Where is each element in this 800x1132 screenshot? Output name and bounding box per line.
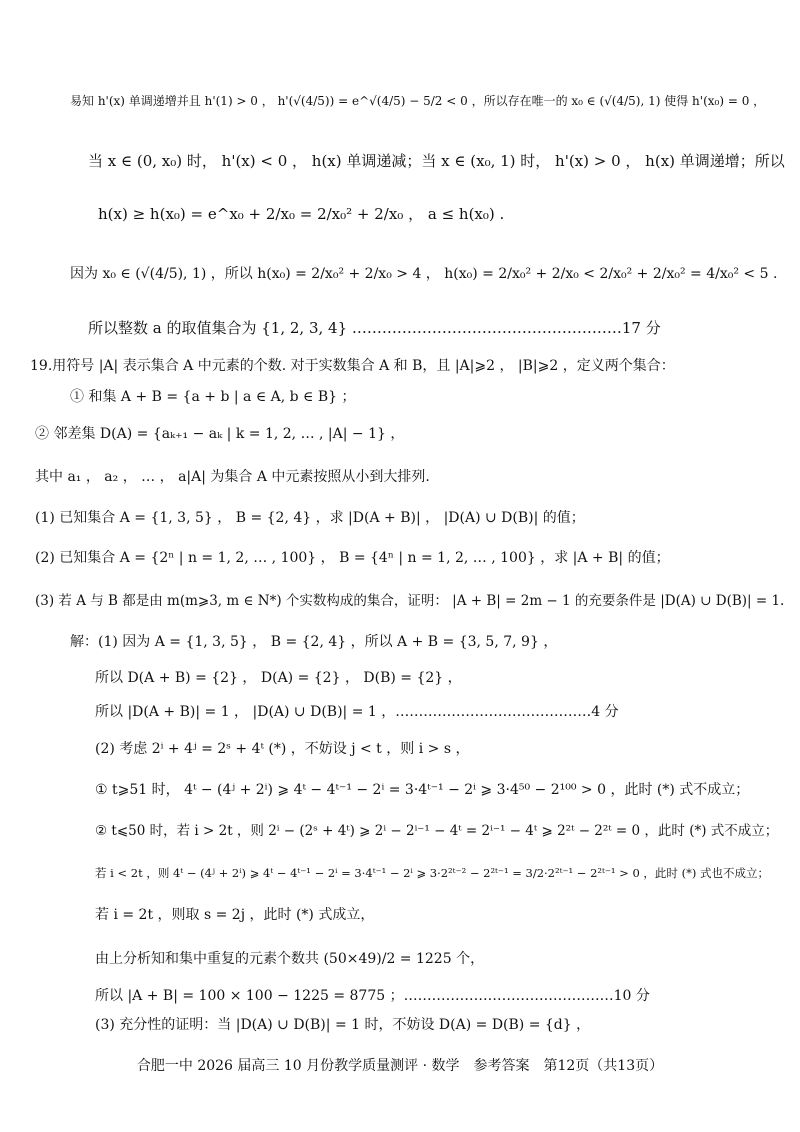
definition-note: 其中 a₁ ， a₂ ， … ， a|A| 为集合 A 中元素按照从小到大排列.: [35, 469, 430, 485]
definition-diff-set: ② 邻差集 D(A) = {aₖ₊₁ − aₖ | k = 1, 2, … , |A| − 1} ，: [35, 426, 405, 442]
solution-2-case2: ② t⩽50 时，若 i > 2t ，则 2ⁱ − (2ˢ + 4ᵗ) ⩾ 2ⁱ − 2ⁱ⁻¹ − 4ᵗ = 2ⁱ⁻¹ − 4ᵗ ⩾ 2²ᵗ − 2²ᵗ = 0 ，此时 (*) 式不成立；: [95, 823, 779, 839]
line-4: 因为 x₀ ∈ (√(4/5), 1) ，所以 h(x₀) = 2/x₀² + 2/x₀ > 4 ， h(x₀) = 2/x₀² + 2/x₀ < 2/x₀² + 2/x₀² = 4/x₀² < 5 .: [70, 266, 778, 282]
solution-3: (3) 充分性的证明：当 |D(A) ∪ D(B)| = 1 时，不妨设 D(A) = D(B) = {d} ，: [95, 1017, 591, 1033]
solution-2-count: 由上分析知和集中重复的元素个数共 (50×49)/2 = 1225 个，: [95, 951, 485, 967]
part-3: (3) 若 A 与 B 都是由 m(m⩾3, m ∈ N*) 个实数构成的集合，证明： |A + B| = 2m − 1 的充要条件是 |D(A) ∪ D(B)| = 1.: [35, 593, 785, 609]
line-2: 当 x ∈ (0, x₀) 时， h'(x) < 0 ， h(x) 单调递减；当 x ∈ (x₀, 1) 时， h'(x) > 0 ， h(x) 单调递增；所以: [88, 152, 785, 170]
definition-sum-set: ① 和集 A + B = {a + b | a ∈ A, b ∈ B} ；: [70, 389, 356, 405]
solution-1c: 所以 |D(A + B)| = 1 ， |D(A) ∪ D(B)| = 1 ，……………………………………4 分: [95, 704, 619, 720]
solution-2-case4: 若 i = 2t ，则取 s = 2j ，此时 (*) 式成立，: [95, 907, 375, 923]
line-3: h(x) ≥ h(x₀) = e^x₀ + 2/x₀ = 2/x₀² + 2/x₀ ， a ≤ h(x₀) .: [98, 205, 505, 223]
page-footer: 合肥一中 2026 届高三 10 月份教学质量测评 · 数学 参考答案 第12页（共13页）: [136, 1058, 664, 1074]
part-2: (2) 已知集合 A = {2ⁿ | n = 1, 2, … , 100} ， B = {4ⁿ | n = 1, 2, … , 100} ，求 |A + B| 的值；: [35, 550, 670, 566]
solution-1: 解：(1) 因为 A = {1, 3, 5} ， B = {2, 4} ，所以 A + B = {3, 5, 7, 9} ，: [70, 634, 558, 650]
solution-2-result: 所以 |A + B| = 100 × 100 − 1225 = 8775 ；………………………………………10 分: [95, 988, 650, 1004]
part-1: (1) 已知集合 A = {1, 3, 5} ， B = {2, 4} ，求 |D(A + B)| ， |D(A) ∪ D(B)| 的值；: [35, 510, 585, 526]
solution-2-case3: 若 i < 2t ，则 4ᵗ − (4ʲ + 2ⁱ) ⩾ 4ᵗ − 4ᵗ⁻¹ − 2ⁱ = 3·4ᵗ⁻¹ − 2ⁱ ⩾ 3·2²ᵗ⁻² − 2²ᵗ⁻¹ = 3/2·2²ᵗ⁻¹ − 2²ᵗ⁻¹ > 0 ，此时 (*) 式也不成立；: [95, 866, 769, 880]
solution-1b: 所以 D(A + B) = {2} ， D(A) = {2} ， D(B) = {2} ，: [95, 670, 462, 686]
line-1: 易知 h'(x) 单调递增并且 h'(1) > 0 ， h'(√(4/5)) = e^√(4/5) − 5/2 < 0 ，所以存在唯一的 x₀ ∈ (√(4/5), 1) 使得 h'(x₀) = 0 ，: [70, 94, 766, 108]
question-19: 19.用符号 |A| 表示集合 A 中元素的个数. 对于实数集合 A 和 B，且 |A|⩾2 ， |B|⩾2 ，定义两个集合：: [30, 358, 675, 374]
solution-2: (2) 考虑 2ⁱ + 4ʲ = 2ˢ + 4ᵗ (*) ，不妨设 j < t ，则 i > s ，: [95, 741, 470, 757]
solution-2-case1: ① t⩾51 时， 4ᵗ − (4ʲ + 2ⁱ) ⩾ 4ᵗ − 4ᵗ⁻¹ − 2ⁱ = 3·4ᵗ⁻¹ − 2ⁱ ⩾ 3·4⁵⁰ − 2¹⁰⁰ > 0 ，此时 (*) 式不成立；: [95, 782, 750, 798]
line-5: 所以整数 a 的取值集合为 {1, 2, 3, 4} ………………………………………………17 分: [88, 319, 661, 337]
